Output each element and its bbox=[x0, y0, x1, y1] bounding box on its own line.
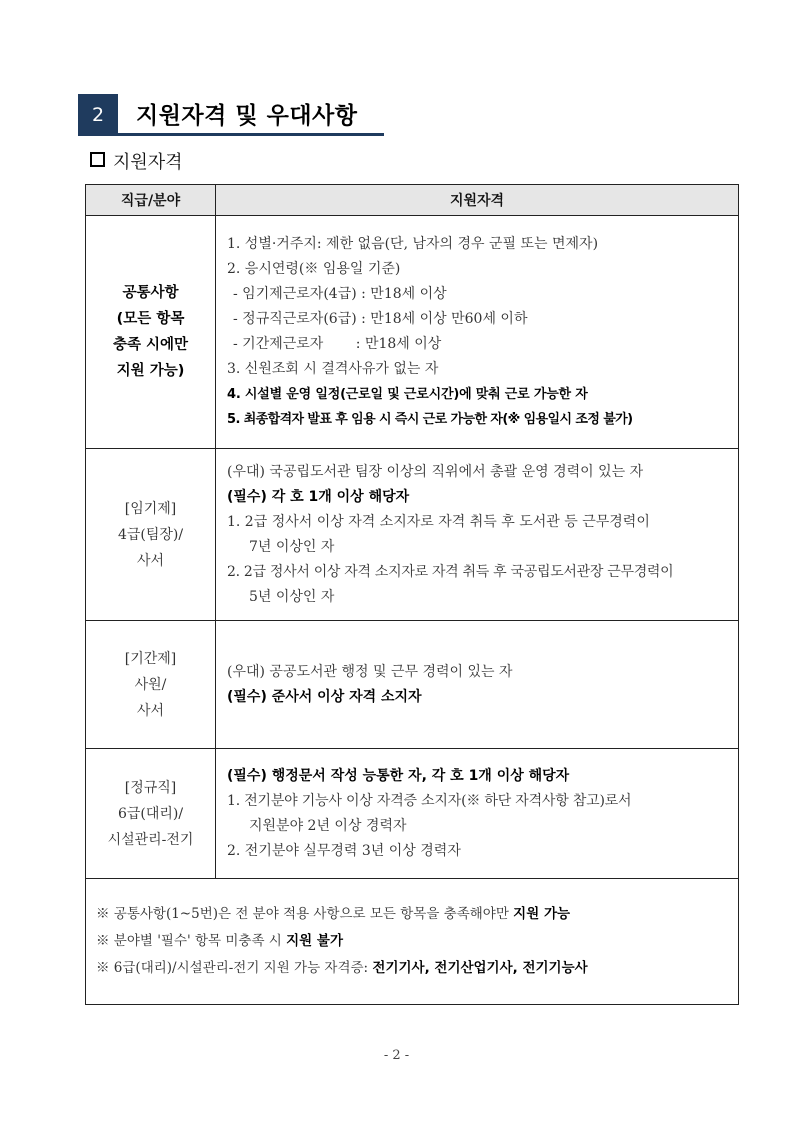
term-required: (필수) 각 호 1개 이상 해당자 bbox=[227, 488, 410, 505]
term-item-2b: 5년 이상인 자 bbox=[249, 588, 335, 605]
table-row-regular bbox=[86, 749, 739, 879]
fixed-label: [기간제] 사원/ 사서 bbox=[86, 621, 216, 749]
header-qualification: 지원자격 bbox=[216, 185, 739, 216]
regular-required: (필수) 행정문서 작성 능통한 자, 각 호 1개 이상 해당자 bbox=[227, 767, 570, 784]
regular-item-1a: 1. 전기분야 기능사 이상 자격증 소지자(※ 하단 자격사항 참고)로서 bbox=[227, 792, 632, 809]
term-label: [임기제] 4급(팀장)/ 사서 bbox=[86, 449, 216, 621]
note-3: ※ 6급(대리)/시설관리-전기 지원 가능 자격증: 전기기사, 전기산업기사, 전기기능사 bbox=[96, 960, 588, 976]
term-item-2a: 2. 2급 정사서 이상 자격 소지자로 자격 취득 후 국공립도서관장 근무경력이 bbox=[227, 563, 674, 580]
regular-item-2: 2. 전기분야 실무경력 3년 이상 경력자 bbox=[227, 842, 461, 859]
table-row-fixed bbox=[86, 621, 739, 749]
section-header bbox=[78, 94, 384, 136]
common-item-2c: - 기간제근로자 : 만18세 이상 bbox=[233, 336, 442, 352]
subheading bbox=[90, 148, 183, 174]
section-number: 2 bbox=[78, 94, 118, 136]
section-title: 지원자격 및 우대사항 bbox=[136, 103, 358, 129]
table-row-common bbox=[86, 216, 739, 449]
common-item-2: 2. 응시연령(※ 임용일 기준) bbox=[227, 261, 401, 277]
table-row-term bbox=[86, 449, 739, 621]
fixed-required: (필수) 준사서 이상 자격 소지자 bbox=[227, 688, 422, 705]
fixed-content bbox=[216, 621, 739, 749]
table-row-notes bbox=[86, 879, 739, 1005]
common-item-3: 3. 신원조회 시 결격사유가 없는 자 bbox=[227, 361, 439, 377]
notes-content bbox=[86, 879, 739, 1005]
qualification-table bbox=[85, 184, 739, 1005]
common-item-5: 5. 최종합격자 발표 후 임용 시 즉시 근로 가능한 자(※ 임용일시 조정 불가) bbox=[227, 412, 633, 427]
term-preferred: (우대) 국공립도서관 팀장 이상의 직위에서 총괄 운영 경력이 있는 자 bbox=[227, 463, 644, 480]
term-item-1b: 7년 이상인 자 bbox=[249, 538, 335, 555]
common-item-4: 4. 시설별 운영 일정(근로일 및 근로시간)에 맞춰 근로 가능한 자 bbox=[227, 387, 588, 402]
page-number: - 2 - bbox=[383, 1048, 410, 1063]
common-item-2a: - 임기제근로자(4급) : 만18세 이상 bbox=[233, 286, 447, 302]
regular-label: [정규직] 6급(대리)/ 시설관리-전기 bbox=[86, 749, 216, 879]
term-content bbox=[216, 449, 739, 621]
common-content bbox=[216, 216, 739, 449]
regular-item-1b: 지원분야 2년 이상 경력자 bbox=[249, 817, 407, 834]
fixed-preferred: (우대) 공공도서관 행정 및 근무 경력이 있는 자 bbox=[227, 663, 513, 680]
table-header-row bbox=[86, 185, 739, 216]
term-item-1a: 1. 2급 정사서 이상 자격 소지자로 자격 취득 후 도서관 등 근무경력이 bbox=[227, 513, 650, 530]
common-item-1: 1. 성별·거주지: 제한 없음(단, 남자의 경우 군필 또는 면제자) bbox=[227, 236, 599, 252]
section-underline bbox=[118, 133, 384, 136]
subheading-text: 지원자격 bbox=[113, 152, 183, 173]
regular-content bbox=[216, 749, 739, 879]
common-label: 공통사항 (모든 항목 충족 시에만 지원 가능) bbox=[86, 216, 216, 449]
common-item-2b: - 정규직근로자(6급) : 만18세 이상 만60세 이하 bbox=[233, 311, 528, 327]
note-1: ※ 공통사항(1~5번)은 전 분야 적용 사항으로 모든 항목을 충족해야만 지원 가능 bbox=[96, 906, 571, 922]
checkbox-icon bbox=[90, 152, 105, 167]
note-2: ※ 분야별 '필수' 항목 미충족 시 지원 불가 bbox=[96, 933, 343, 949]
header-position: 직급/분야 bbox=[86, 185, 216, 216]
